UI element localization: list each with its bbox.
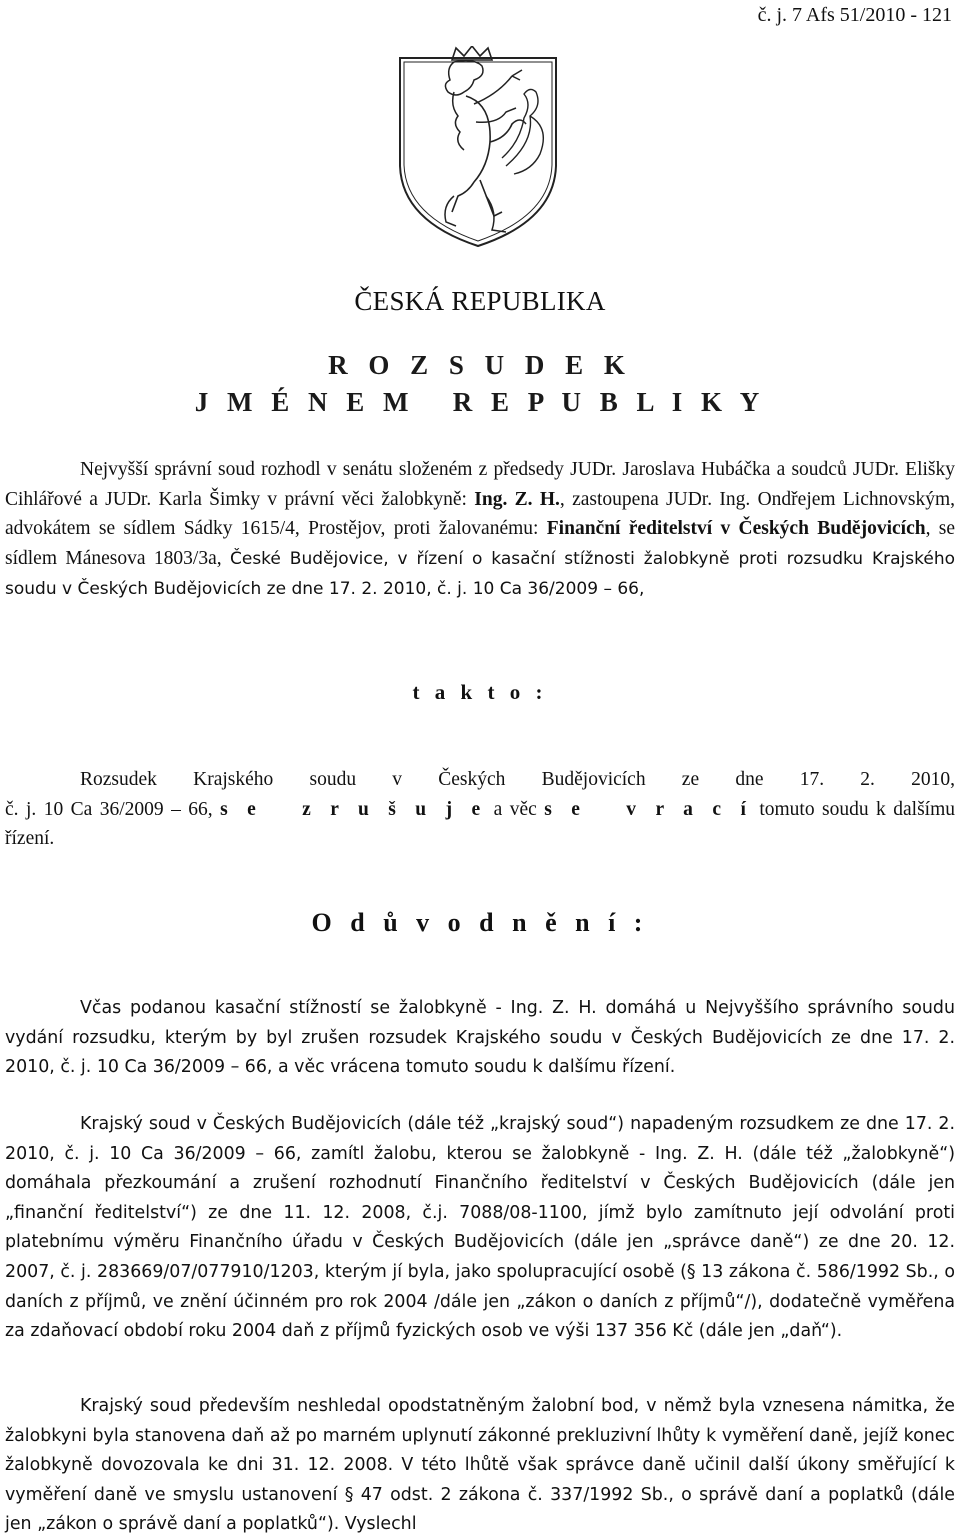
plaintiff-name: Ing. Z. H.: [474, 488, 560, 510]
intro-paragraph: [5, 455, 955, 605]
reasoning-paragraph-1: Včas podanou kasační stížností se žalobkyně - Ing. Z. H. domáhá u Nejvyššího správního soudu vydání rozsudku, kterým by byl zrušen rozsudek Krajského soudu v Českých Budějovicích ze dne 17. 2. 2010, č. j. 10 Ca 36/2009 – 66, a věc vrácena tomuto soudu k dalšímu řízení.: [5, 998, 955, 1078]
verdict-line2-b: a věc: [486, 798, 545, 820]
reasoning-paragraph-2: Krajský soud v Českých Budějovicích (dále též „krajský soud“) napadeným rozsudkem ze dne 17. 2. 2010, č. j. 10 Ca 36/2009 – 66, zamítl žalobu, kterou se žalobkyně - Ing. Z. H. (dále též „žalobkyně“) domáhala přezkoumání a zrušení rozhodnutí Finančního ředitelství v Českých Budějovicích (dále jen „finanční ředitelství“) ze dne 11. 12. 2008, č.j. 7088/08-1100, jímž bylo zamítnuto její odvolání proti platebnímu výměru Finančního úřadu v Českých Budějovicích (dále jen „správce daně“) ze dne 20. 12. 2007, č. j. 283669/07/077910/1203, kterým jí byla, jako spolupracující osobě (§ 13 zákona č. 586/1992 Sb., o daních z příjmů, ve znění účinném pro rok 2004 /dále jen „zákon o daních z příjmů“/), dodatečně vyměřena za zdaňovací období roku 2004 daň z příjmů fyzických osob ve výši 137 356 Kč (dále jen „daň“).: [5, 1114, 955, 1342]
verdict-line2: [5, 795, 955, 825]
verdict-line2-c: tomuto soudu k dalšímu: [751, 798, 955, 820]
reasoning-heading: O d ů v o d n ě n í :: [311, 908, 649, 937]
lion-front-legs: [474, 70, 522, 122]
verdict-line1: Rozsudek Krajského soudu v Českých Budějovicích ze dne 17. 2. 2010,: [80, 769, 955, 790]
intro-part3: , se sídlem Mánesova 1803/3a,: [5, 518, 956, 569]
judgment-subtitle: J M É N E M R E P U B L I K Y: [194, 387, 766, 417]
judgment-title: R O Z S U D E K: [328, 350, 632, 380]
verdict-annuls: s e z r u š u j e: [220, 798, 487, 820]
intro-part1: Nejvyšší správní soud rozhodl v senátu složeném z předsedy JUDr. Jaroslava Hubáčka a soudců JUDr. Elišky Cihlářové a JUDr. Karla Šimky v právní věci žalobkyně:: [5, 459, 955, 510]
defendant-name: Finanční ředitelství v Českých Budějovicích: [546, 518, 926, 540]
shield-outline: [400, 58, 556, 246]
intro-part2: , zastoupena JUDr. Ing. Ondřejem Lichnovským, advokátem se sídlem Sádky 1615/4, Prostějov, proti žalovanému:: [5, 488, 955, 540]
verdict-paragraph: [5, 765, 955, 854]
verdict-returns: s e v r a c í: [544, 798, 752, 820]
lion-head: [445, 61, 483, 95]
lion-body: [452, 96, 526, 216]
reasoning-paragraph-3: Krajský soud především neshledal opodstatněným žalobní bod, v němž byla vznesena námitka, že žalobkyni byla stanovena daň až po marném uplynutí zákonné prekluzivní lhůty k vyměření daně, jejíž konec žalobkyně dovozovala ke dni 31. 12. 2008. V této lhůtě však správce daně učinil další úkony směřující k vyměření daně ve smyslu ustanovení § 47 odst. 2 zákona č. 337/1992 Sb., o správě daní a poplatků (dále jen „zákon o správě daní a poplatků“). Vyslechl: [5, 1396, 955, 1535]
intro-part4: České Budějovice, v řízení o kasační stížnosti žalobkyně proti rozsudku Krajského soudu v Českých Budějovicích ze dne 17. 2. 2010, č. j. 10 Ca 36/2009 – 66,: [5, 548, 955, 600]
lion-mane: [453, 92, 464, 150]
czech-lion-coat-of-arms-icon: [394, 46, 562, 250]
case-number: č. j. 7 Afs 51/2010 - 121: [757, 4, 952, 26]
country-heading: ČESKÁ REPUBLIKA: [354, 286, 606, 316]
verdict-line2-a: č. j. 10 Ca 36/2009 – 66,: [5, 798, 221, 820]
verdict-line3: řízení.: [5, 828, 55, 850]
takto-heading: t a k t o :: [412, 680, 548, 704]
